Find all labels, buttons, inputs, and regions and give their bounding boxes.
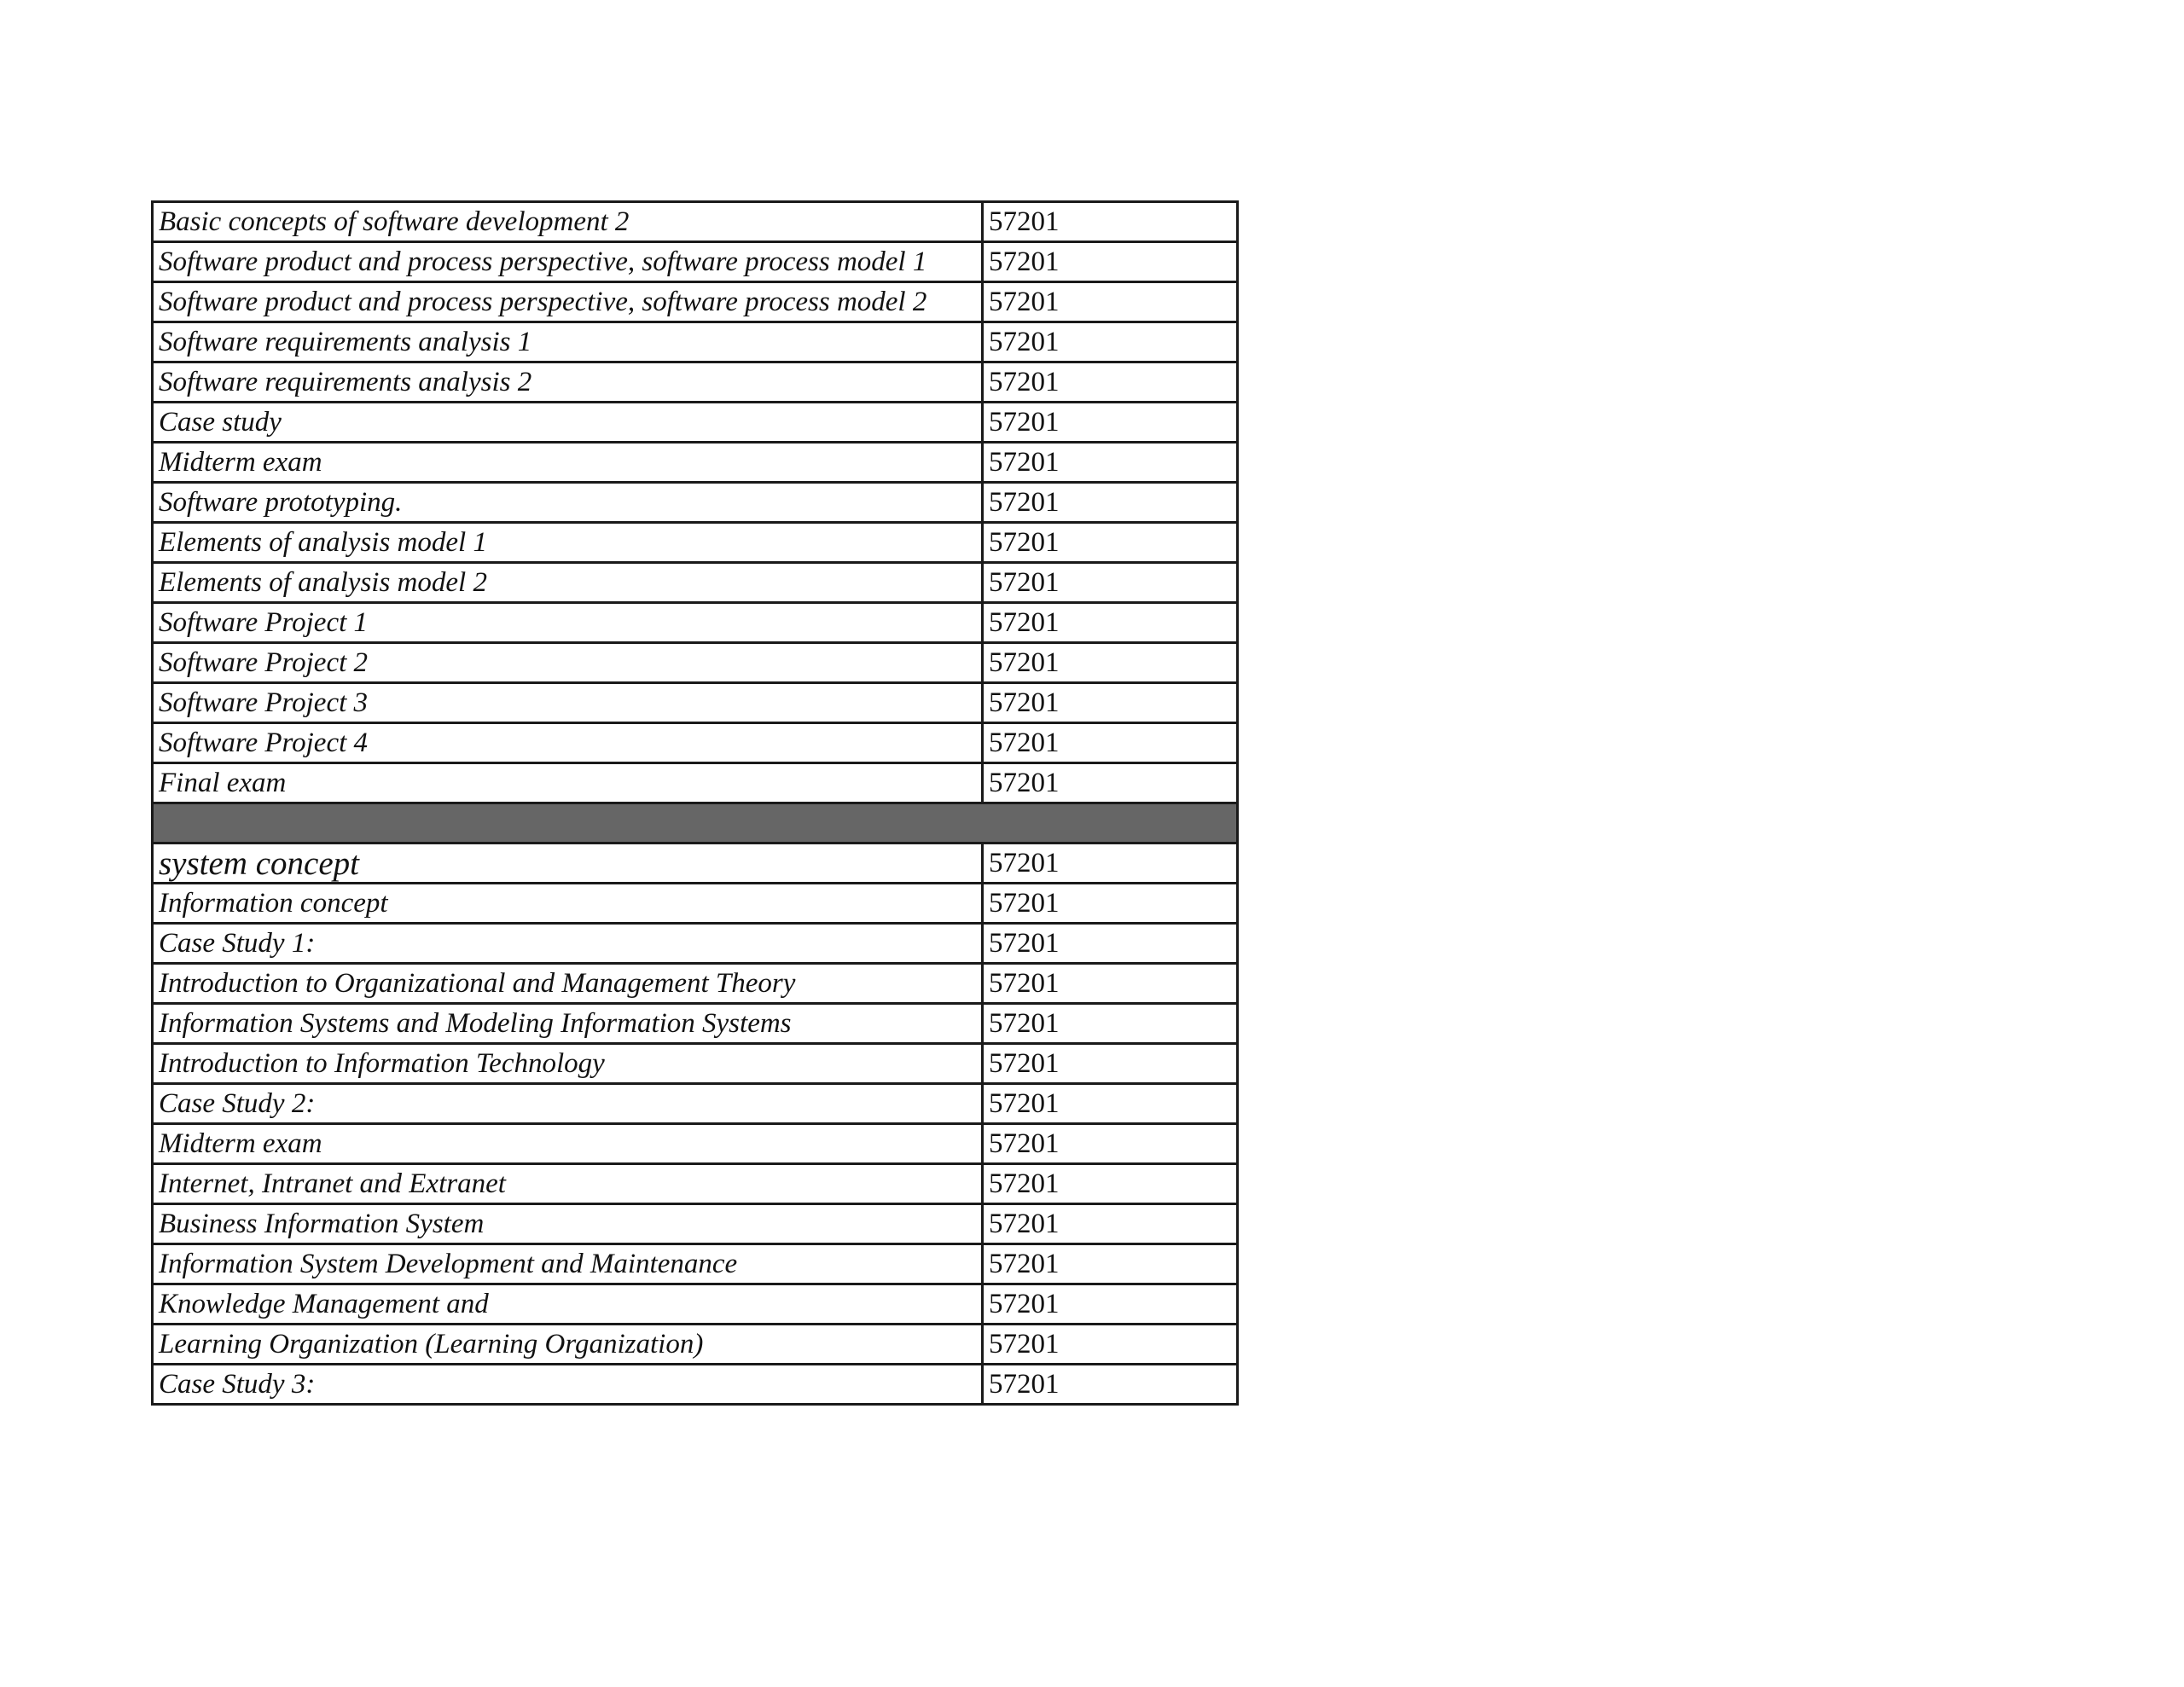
topic-cell: Case Study 2:	[153, 1084, 983, 1124]
table-row	[153, 924, 1238, 964]
code-cell: 57201	[983, 964, 1238, 1004]
code-cell: 57201	[983, 322, 1238, 362]
code-cell: 57201	[983, 1044, 1238, 1084]
table-row	[153, 242, 1238, 282]
table-row	[153, 603, 1238, 643]
table-row	[153, 723, 1238, 763]
topic-cell: Software requirements analysis 1	[153, 322, 983, 362]
table-row	[153, 1084, 1238, 1124]
table-row	[153, 563, 1238, 603]
code-cell: 57201	[983, 1164, 1238, 1204]
code-cell: 57201	[983, 242, 1238, 282]
code-cell: 57201	[983, 1325, 1238, 1365]
code-cell: 57201	[983, 1004, 1238, 1044]
topic-cell: Case Study 3:	[153, 1365, 983, 1405]
table-row	[153, 683, 1238, 723]
code-cell: 57201	[983, 362, 1238, 403]
code-cell: 57201	[983, 563, 1238, 603]
topic-cell: Software Project 3	[153, 683, 983, 723]
topic-cell: Introduction to Information Technology	[153, 1044, 983, 1084]
table-row	[153, 1365, 1238, 1405]
table-row	[153, 322, 1238, 362]
topic-cell: Software Project 1	[153, 603, 983, 643]
code-cell: 57201	[983, 1365, 1238, 1405]
table-row	[153, 643, 1238, 683]
code-cell: 57201	[983, 643, 1238, 683]
course-schedule-table	[151, 200, 1239, 1406]
topic-cell: Internet, Intranet and Extranet	[153, 1164, 983, 1204]
code-cell: 57201	[983, 763, 1238, 803]
topic-cell: Midterm exam	[153, 443, 983, 483]
section-separator-row	[153, 803, 1238, 844]
code-cell: 57201	[983, 844, 1238, 884]
topic-cell: Midterm exam	[153, 1124, 983, 1164]
table-row	[153, 1204, 1238, 1244]
topic-cell: Software product and process perspective, software process model 2	[153, 282, 983, 322]
topic-cell: Learning Organization (Learning Organization)	[153, 1325, 983, 1365]
topic-cell: Introduction to Organizational and Management Theory	[153, 964, 983, 1004]
topic-cell: Basic concepts of software development 2	[153, 202, 983, 242]
topic-cell: Final exam	[153, 763, 983, 803]
code-cell: 57201	[983, 282, 1238, 322]
table-row	[153, 362, 1238, 403]
code-cell: 57201	[983, 403, 1238, 443]
code-cell: 57201	[983, 1284, 1238, 1325]
table-row	[153, 523, 1238, 563]
table-row	[153, 443, 1238, 483]
table-row	[153, 403, 1238, 443]
section-separator	[153, 803, 1238, 844]
topic-cell: Software Project 4	[153, 723, 983, 763]
table-row	[153, 282, 1238, 322]
table-row	[153, 1124, 1238, 1164]
topic-cell: Software requirements analysis 2	[153, 362, 983, 403]
table-row	[153, 964, 1238, 1004]
table-row	[153, 1244, 1238, 1284]
table-row	[153, 1004, 1238, 1044]
topic-cell: Software product and process perspective, software process model 1	[153, 242, 983, 282]
table-row	[153, 844, 1238, 884]
table-row	[153, 1164, 1238, 1204]
topic-cell: Information System Development and Maintenance	[153, 1244, 983, 1284]
code-cell: 57201	[983, 603, 1238, 643]
code-cell: 57201	[983, 1204, 1238, 1244]
topic-cell: Business Information System	[153, 1204, 983, 1244]
table-row	[153, 483, 1238, 523]
code-cell: 57201	[983, 924, 1238, 964]
topic-cell: Information concept	[153, 884, 983, 924]
code-cell: 57201	[983, 723, 1238, 763]
topic-cell: Knowledge Management and	[153, 1284, 983, 1325]
topic-cell: Case study	[153, 403, 983, 443]
table-row	[153, 1325, 1238, 1365]
code-cell: 57201	[983, 443, 1238, 483]
table-row	[153, 884, 1238, 924]
code-cell: 57201	[983, 1084, 1238, 1124]
code-cell: 57201	[983, 1244, 1238, 1284]
topic-cell: Software Project 2	[153, 643, 983, 683]
code-cell: 57201	[983, 884, 1238, 924]
topic-cell: Case Study 1:	[153, 924, 983, 964]
code-cell: 57201	[983, 523, 1238, 563]
topic-cell: Information Systems and Modeling Information Systems	[153, 1004, 983, 1044]
table-row	[153, 763, 1238, 803]
code-cell: 57201	[983, 683, 1238, 723]
code-cell: 57201	[983, 202, 1238, 242]
topic-cell: Software prototyping.	[153, 483, 983, 523]
topic-cell: Elements of analysis model 2	[153, 563, 983, 603]
table-row	[153, 202, 1238, 242]
table-row	[153, 1044, 1238, 1084]
code-cell: 57201	[983, 483, 1238, 523]
topic-cell: system concept	[153, 844, 983, 884]
code-cell: 57201	[983, 1124, 1238, 1164]
topic-cell: Elements of analysis model 1	[153, 523, 983, 563]
table-row	[153, 1284, 1238, 1325]
